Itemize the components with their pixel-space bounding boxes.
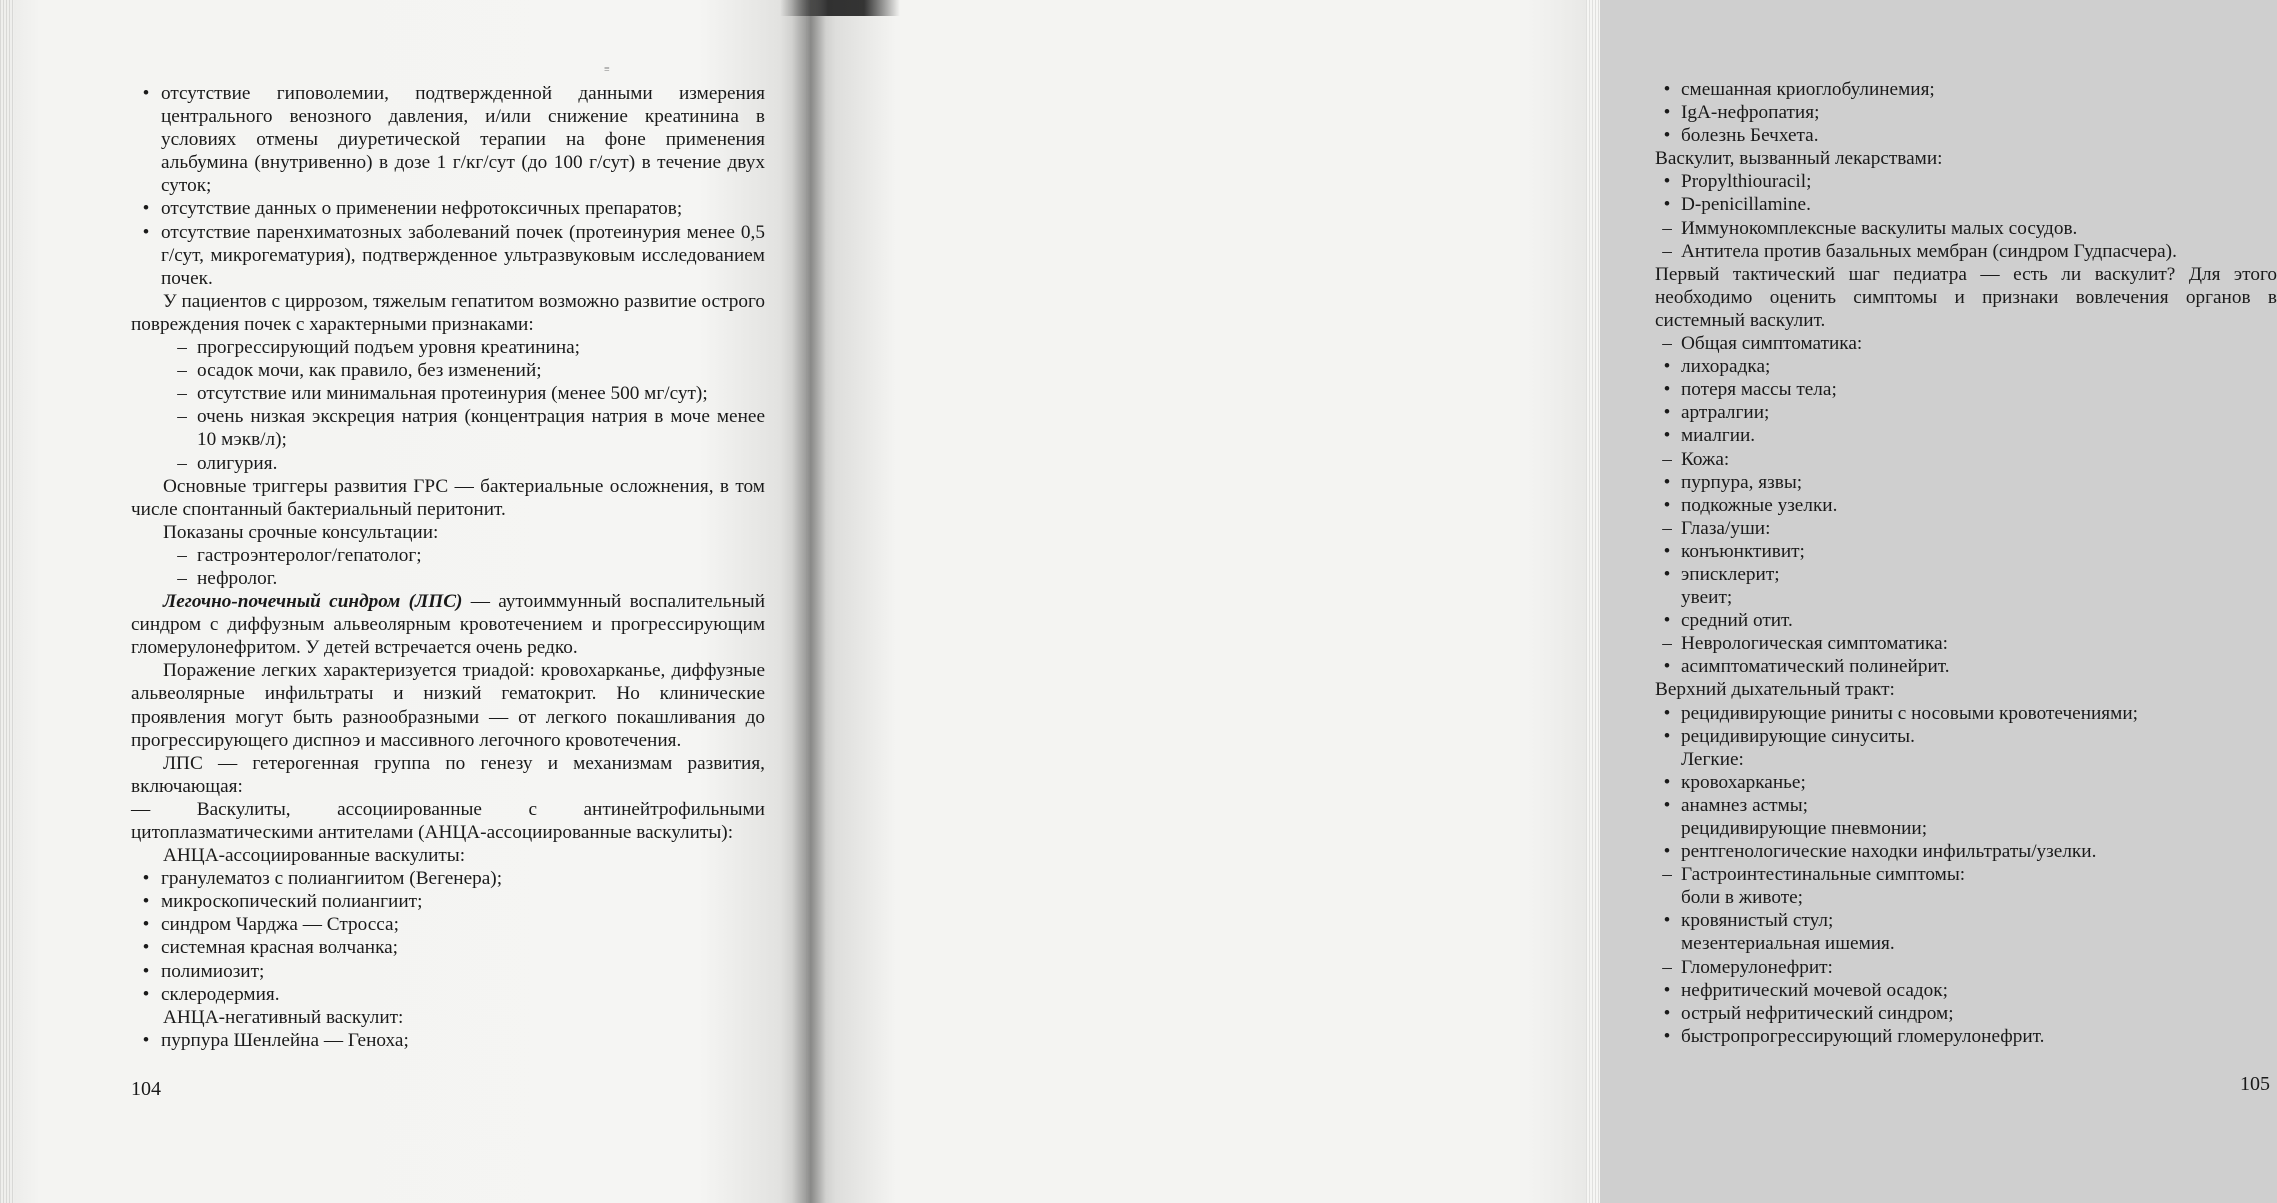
paragraph: Показаны срочные консультации: <box>163 521 439 543</box>
paragraph: Верхний дыхательный тракт: <box>1655 679 1895 701</box>
item-text: гранулематоз с полиангиитом (Вегенера); <box>161 868 503 890</box>
page-edge <box>0 0 14 1203</box>
item-text: увеит; <box>1681 587 1733 609</box>
bullet-marker: • <box>142 983 150 1005</box>
bullet-marker: • <box>1663 563 1671 585</box>
item-text: анамнез астмы; <box>1681 794 1809 816</box>
item-text: Общая симптоматика: <box>1681 333 1863 355</box>
bullet-marker: • <box>1663 79 1671 100</box>
item-text: рецидивирующие синуситы. <box>1681 725 1915 747</box>
item-text: асимптоматический полинейрит. <box>1681 656 1950 678</box>
right-page <box>806 0 2277 1203</box>
dash-item <box>1655 956 2277 979</box>
bullet-item <box>131 221 765 290</box>
bullet-marker: • <box>1663 1025 1671 1047</box>
term-definition: — аутоиммунный воспалительный синдром с диффузным альвеолярным кровотечением и прогрессирующим гломерулонефритом. У детей встречается очень редко. <box>131 591 765 659</box>
bullet-marker: • <box>1663 425 1671 447</box>
dash-marker: – <box>177 383 187 405</box>
dash-marker: – <box>177 406 187 428</box>
item-text: очень низкая экскреция натрия (концентрация натрия в моче менее 10 мэкв/л); <box>197 406 765 451</box>
bullet-item <box>1655 1025 2277 1048</box>
paragraph: АНЦА-негативный васкулит: <box>163 1006 404 1028</box>
dash-marker: – <box>1662 633 1672 655</box>
dash-item <box>1655 632 2277 655</box>
dash-item <box>1655 517 2277 540</box>
bullet-marker: • <box>142 1029 150 1051</box>
item-text: смешанная криоглобулинемия; <box>1681 79 1935 100</box>
page-edge <box>1586 0 1600 1203</box>
item-text: Легкие: <box>1681 748 1744 770</box>
bullet-item <box>131 82 765 197</box>
left-page-text <box>131 82 765 1052</box>
item-text: потеря массы тела; <box>1681 379 1837 401</box>
bullet-marker: • <box>142 914 150 936</box>
item-text: быстропрогрессирующий гломерулонефрит. <box>1681 1025 2045 1047</box>
bullet-marker: • <box>142 937 150 959</box>
item-text: олигурия. <box>197 452 278 474</box>
bullet-item <box>131 890 765 913</box>
bullet-marker: • <box>1663 540 1671 562</box>
item-text: лихорадка; <box>1681 356 1771 378</box>
item-text: рецидивирующие пневмонии; <box>1681 818 1928 839</box>
dash-marker: – <box>177 544 187 566</box>
bullet-marker: • <box>142 198 150 220</box>
bullet-item <box>1655 932 2277 955</box>
dash-item <box>1655 863 2277 886</box>
bullet-item <box>1655 78 2277 101</box>
item-text: мезентериальная ишемия. <box>1681 933 1895 955</box>
bullet-marker: • <box>1663 725 1671 747</box>
paragraph: Основные триггеры развития ГРС — бактериальные осложнения, в том числе спонтанный бактериальный перитонит. <box>131 475 765 520</box>
dash-marker: – <box>177 452 187 474</box>
paragraph: — Васкулиты, ассоциированные с антинейтрофильными цитоплазматическими антителами (АНЦА-ассоциированные васкулиты): <box>131 798 765 843</box>
item-text: Глаза/уши: <box>1681 517 1771 539</box>
bullet-marker: • <box>1663 794 1671 816</box>
bullet-marker: • <box>142 868 150 890</box>
item-text: гастроэнтеролог/гепатолог; <box>197 544 422 566</box>
dash-item <box>131 336 765 359</box>
bullet-marker: • <box>142 891 150 913</box>
paragraph: Первый тактический шаг педиатра — есть ли васкулит? Для этого необходимо оценить симптомы и признаки вовлечения органов в системный васкулит. <box>1655 263 2277 331</box>
item-text: боли в животе; <box>1681 887 1804 909</box>
item-text: отсутствие паренхиматозных заболеваний почек (протеинурия менее 0,5 г/сут, микрогематурия), подтвержденное ультразвуковым исследованием почек. <box>161 221 765 289</box>
bullet-item <box>131 983 765 1006</box>
bullet-item <box>1655 817 2277 840</box>
bullet-item <box>131 867 765 890</box>
item-text: отсутствие гиповолемии, подтвержденной данными измерения центрального венозного давления, и/или снижение креатинина в условиях отмены диуретической терапии на фоне применения альбумина (внутривенно) в дозе 1 г/кг/сут (до 100 г/сут) в течение двух суток; <box>161 83 765 197</box>
item-text: миалгии. <box>1681 425 1756 447</box>
item-text: Propylthiouracil; <box>1681 171 1812 193</box>
bullet-marker: • <box>1663 771 1671 793</box>
item-text: микроскопический полиангиит; <box>161 891 423 913</box>
bullet-item <box>131 913 765 936</box>
dash-item <box>131 359 765 382</box>
item-text: пурпура, язвы; <box>1681 471 1803 493</box>
bullet-item <box>1655 424 2277 447</box>
bullet-item <box>1655 840 2277 863</box>
bullet-marker: • <box>1663 356 1671 378</box>
dash-item <box>1655 448 2277 471</box>
bullet-item <box>1655 401 2277 424</box>
dash-marker: – <box>1662 956 1672 978</box>
bullet-item <box>1655 771 2277 794</box>
item-text: системная красная волчанка; <box>161 937 399 959</box>
paragraph: Поражение легких характеризуется триадой: кровохарканье, диффузные альвеолярные инфильтраты и низкий гематокрит. Но клинические проявления могут быть разнообразными — от легкого покашливания до прогрессирующего диспноэ и массивного легочного кровотечения. <box>131 660 765 751</box>
bullet-item <box>1655 909 2277 932</box>
item-text: D-penicillamine. <box>1681 194 1811 216</box>
dash-item <box>131 405 765 451</box>
page-number-left: 104 <box>131 1078 161 1100</box>
bullet-item <box>1655 378 2277 401</box>
item-text: конъюнктивит; <box>1681 540 1805 562</box>
book-spine-shadow <box>792 0 826 1203</box>
item-text: IgA-нефропатия; <box>1681 102 1820 124</box>
item-text: рецидивирующие риниты с носовыми кровотечениями; <box>1681 702 2138 724</box>
bullet-marker: • <box>1663 402 1671 424</box>
item-text: нефролог. <box>197 567 278 589</box>
bullet-marker: • <box>142 960 150 982</box>
left-page <box>0 0 806 1203</box>
paragraph: АНЦА-ассоциированные васкулиты: <box>163 845 466 867</box>
bullet-marker: • <box>1663 979 1671 1001</box>
right-page-text <box>1655 78 2277 1048</box>
bullet-marker: • <box>1663 125 1671 147</box>
bullet-marker: • <box>1663 494 1671 516</box>
bullet-item <box>1655 886 2277 909</box>
bullet-item <box>131 936 765 959</box>
bullet-marker: • <box>1663 471 1671 493</box>
dash-item <box>1655 332 2277 355</box>
paragraph: ЛПС — гетерогенная группа по генезу и механизмам развития, включающая: <box>131 752 765 797</box>
bullet-marker: • <box>1663 1002 1671 1024</box>
item-text: эписклерит; <box>1681 563 1780 585</box>
item-text: Антитела против базальных мембран (синдром Гудпасчера). <box>1681 240 2177 262</box>
dash-item <box>131 567 765 590</box>
dash-marker: – <box>1662 517 1672 539</box>
item-text: отсутствие или минимальная протеинурия (менее 500 мг/сут); <box>197 383 708 405</box>
dash-marker: – <box>1662 240 1672 262</box>
term-heading: Легочно-почечный синдром (ЛПС) <box>163 591 463 613</box>
item-text: подкожные узелки. <box>1681 494 1838 516</box>
bullet-item <box>1655 702 2277 725</box>
bullet-item <box>1655 655 2277 678</box>
item-text: болезнь Бечхета. <box>1681 125 1819 147</box>
item-text: острый нефритический синдром; <box>1681 1002 1954 1024</box>
item-text: кровохарканье; <box>1681 771 1806 793</box>
bullet-item <box>1655 563 2277 586</box>
dash-item <box>1655 217 2277 240</box>
bullet-marker: • <box>1663 841 1671 863</box>
item-text: кровянистый стул; <box>1681 910 1834 932</box>
item-text: Неврологическая симптоматика: <box>1681 633 1948 655</box>
paragraph: Васкулит, вызванный лекарствами: <box>1655 148 1943 170</box>
dash-marker: – <box>177 567 187 589</box>
dash-marker: – <box>177 337 187 359</box>
bullet-marker: • <box>142 221 150 243</box>
bullet-item <box>131 1029 765 1052</box>
item-text: Кожа: <box>1681 448 1730 470</box>
dash-item <box>131 544 765 567</box>
bullet-marker: • <box>1663 379 1671 401</box>
bullet-item <box>1655 101 2277 124</box>
bullet-item <box>1655 355 2277 378</box>
item-text: синдром Чарджа — Стросса; <box>161 914 399 936</box>
item-text: Гломерулонефрит: <box>1681 956 1833 978</box>
paragraph: У пациентов с циррозом, тяжелым гепатитом возможно развитие острого повреждения почек с характерными признаками: <box>131 290 765 335</box>
bullet-item <box>1655 170 2277 193</box>
term-paragraph <box>131 590 765 659</box>
item-text: Гастроинтестинальные симптомы: <box>1681 864 1966 886</box>
dash-item <box>131 382 765 405</box>
item-text: артралгии; <box>1681 402 1770 424</box>
page-number-right: 105 <box>2240 1073 2270 1095</box>
dash-item <box>1655 240 2277 263</box>
item-text: прогрессирующий подъем уровня креатинина; <box>197 337 581 359</box>
item-text: рентгенологические находки инфильтраты/узелки. <box>1681 841 2097 863</box>
bullet-item <box>131 197 765 220</box>
bullet-marker: • <box>1663 171 1671 193</box>
spine-top-shadow <box>780 0 900 16</box>
bullet-item <box>1655 794 2277 817</box>
bullet-item <box>1655 979 2277 1002</box>
dash-marker: – <box>1662 333 1672 355</box>
bullet-marker: • <box>1663 102 1671 124</box>
bullet-item <box>1655 124 2277 147</box>
item-text: нефритический мочевой осадок; <box>1681 979 1948 1001</box>
bullet-item <box>1655 494 2277 517</box>
bullet-item <box>1655 586 2277 609</box>
dash-marker: – <box>1662 864 1672 886</box>
dash-marker: – <box>1662 217 1672 239</box>
dash-marker: – <box>177 360 187 382</box>
bullet-marker: • <box>1663 910 1671 932</box>
bullet-marker: • <box>1663 656 1671 678</box>
bullet-marker: • <box>1663 610 1671 632</box>
dash-marker: – <box>1662 448 1672 470</box>
item-text: средний отит. <box>1681 610 1793 632</box>
bullet-marker: • <box>142 83 150 104</box>
print-mark: ≡ <box>604 64 610 75</box>
bullet-item <box>1655 540 2277 563</box>
item-text: полимиозит; <box>161 960 265 982</box>
bullet-item <box>1655 193 2277 216</box>
bullet-item <box>131 960 765 983</box>
item-text: пурпура Шенлейна — Геноха; <box>161 1029 409 1051</box>
bullet-item <box>1655 471 2277 494</box>
item-text: осадок мочи, как правило, без изменений; <box>197 360 542 382</box>
bullet-item <box>1655 1002 2277 1025</box>
dash-item <box>131 452 765 475</box>
item-text: склеродермия. <box>161 983 280 1005</box>
bullet-item <box>1655 609 2277 632</box>
bullet-marker: • <box>1663 194 1671 216</box>
bullet-item <box>1655 725 2277 748</box>
item-text: отсутствие данных о применении нефротоксичных препаратов; <box>161 198 683 220</box>
bullet-marker: • <box>1663 702 1671 724</box>
item-text: Иммунокомплексные васкулиты малых сосудов. <box>1681 217 2078 239</box>
bullet-item <box>1655 748 2277 771</box>
